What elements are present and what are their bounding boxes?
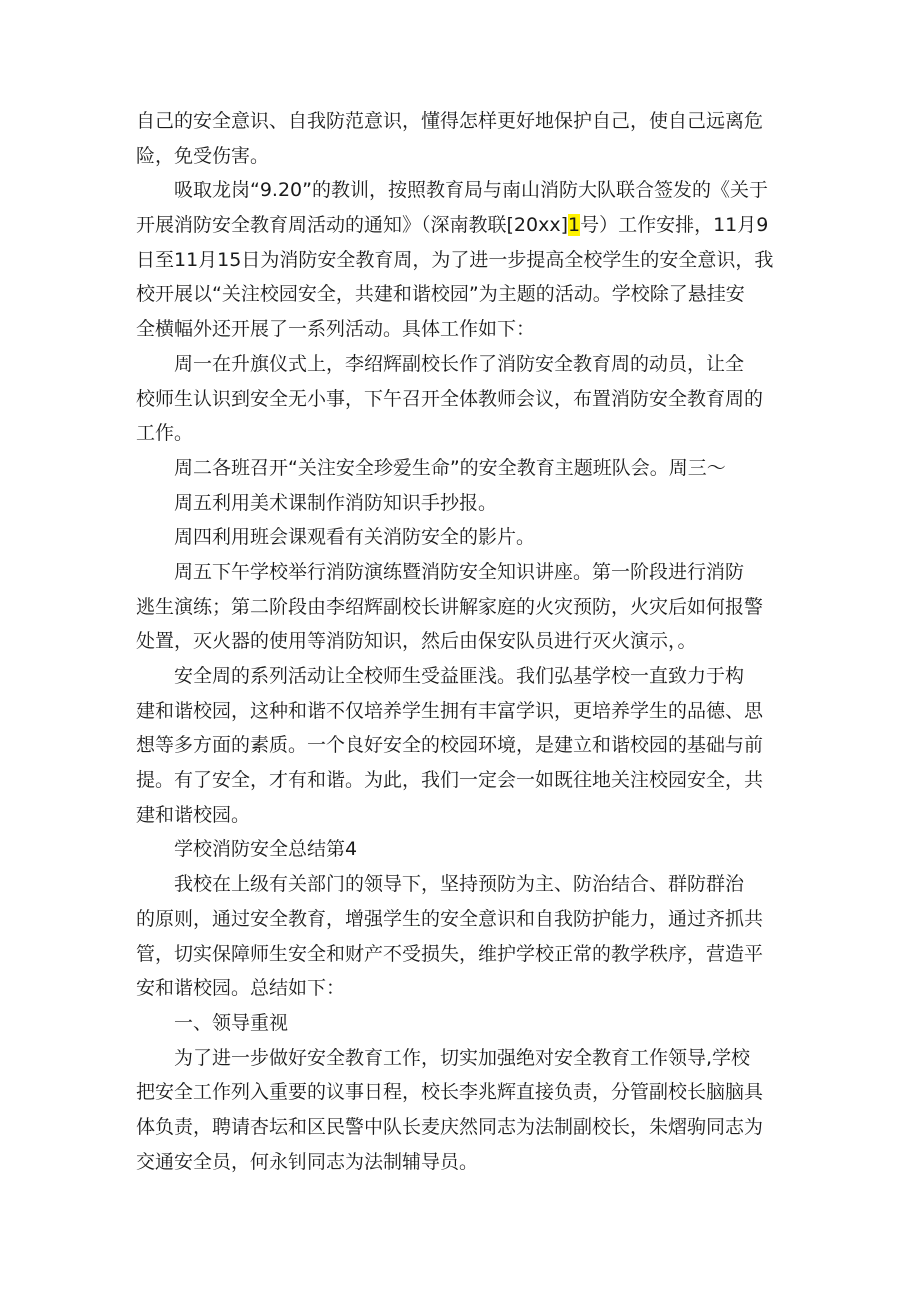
paragraph-start: 为了进一步做好安全教育工作，切实加强绝对安全教育工作领导,学校 [174,1046,751,1069]
text-line: 处置，灭火器的使用等消防知识，然后由保安队员进行灭火演示，。 [136,630,697,653]
highlighted-text: 1 [568,214,581,237]
paragraph-start: 安全周的系列活动让全校师生受益匪浅。我们弘基学校一直致力于构 [174,665,745,687]
text-line: 交通安全员，何永钊同志为法制辅导员。 [136,1150,479,1173]
section-heading: 学校消防安全总结第4 [174,838,358,861]
paragraph-start: 周五下午学校举行消防演练暨消防安全知识讲座。第一阶段进行消防 [174,560,745,583]
text-line: 把安全工作列入重要的议事日程，校长李兆辉直接负责，分管副校长脑脑具 [136,1081,764,1104]
text-line: 建和谐校园，这种和谐不仅培养学生拥有丰富学识，更培养学生的品德、思 [136,699,764,722]
text-line: 全横幅外还开展了一系列活动。具体工作如下： [136,318,536,341]
document-body [136,104,796,1179]
paragraph-start: 周四利用班会课观看有关消防安全的影片。 [174,526,536,549]
text-line: 体负责，聘请杏坛和区民警中队长麦庆然同志为法制副校长，朱熠驹同志为 [136,1115,764,1138]
text-line: 提。有了安全，才有和谐。为此，我们一定会一如既往地关注校园安全，共 [136,769,764,792]
text-line: 安和谐校园。总结如下： [136,977,346,1000]
text-line: 日至11月15日为消防安全教育周，为了进一步提高全校学生的安全意识，我 [136,248,774,271]
paragraph-start: 周一在升旗仪式上，李绍辉副校长作了消防安全教育周的动员，让全 [174,352,745,375]
text-segment: 开展消防安全教育周活动的通知》（深南教联[20xx] [136,214,568,237]
paragraph-start: 我校在上级有关部门的领导下，坚持预防为主、防治结合、群防群治 [174,873,745,896]
text-line: 校师生认识到安全无小事，下午召开全体教师会议，布置消防安全教育周的 [136,387,764,410]
paragraph-start: 吸取龙岗“9.20”的教训，按照教育局与南山消防大队联合签发的《关于 [174,179,768,202]
text-line: 的原则，通过安全教育，增强学生的安全意识和自我防护能力，通过齐抓共 [136,907,764,930]
text-line: 想等多方面的素质。一个良好安全的校园环境，是建立和谐校园的基础与前 [136,734,764,757]
text-line: 险，免受伤害。 [136,144,270,167]
text-line: 建和谐校园。 [136,803,251,826]
text-segment: 号）工作安排，11月9 [580,214,769,237]
text-line: 管，切实保障师生安全和财产不受损失，维护学校正常的教学秩序，营造平 [136,942,764,965]
text-line: 工作。 [136,422,194,445]
text-line [136,208,796,243]
text-line: 校开展以“关注校园安全，共建和谐校园”为主题的活动。学校除了悬挂安 [136,283,745,306]
text-line: 周五利用美术课制作消防知识手抄报。 [174,491,498,514]
section-heading: 一、领导重视 [174,1011,289,1034]
text-line: 自己的安全意识、自我防范意识，懂得怎样更好地保护自己，使自己远离危 [136,110,764,132]
paragraph-start: 周二各班召开“关注安全珍爱生命”的安全教育主题班队会。周三～ [174,456,726,479]
text-line: 逃生演练；第二阶段由李绍辉副校长讲解家庭的火灾预防，火灾后如何报警 [136,595,764,618]
